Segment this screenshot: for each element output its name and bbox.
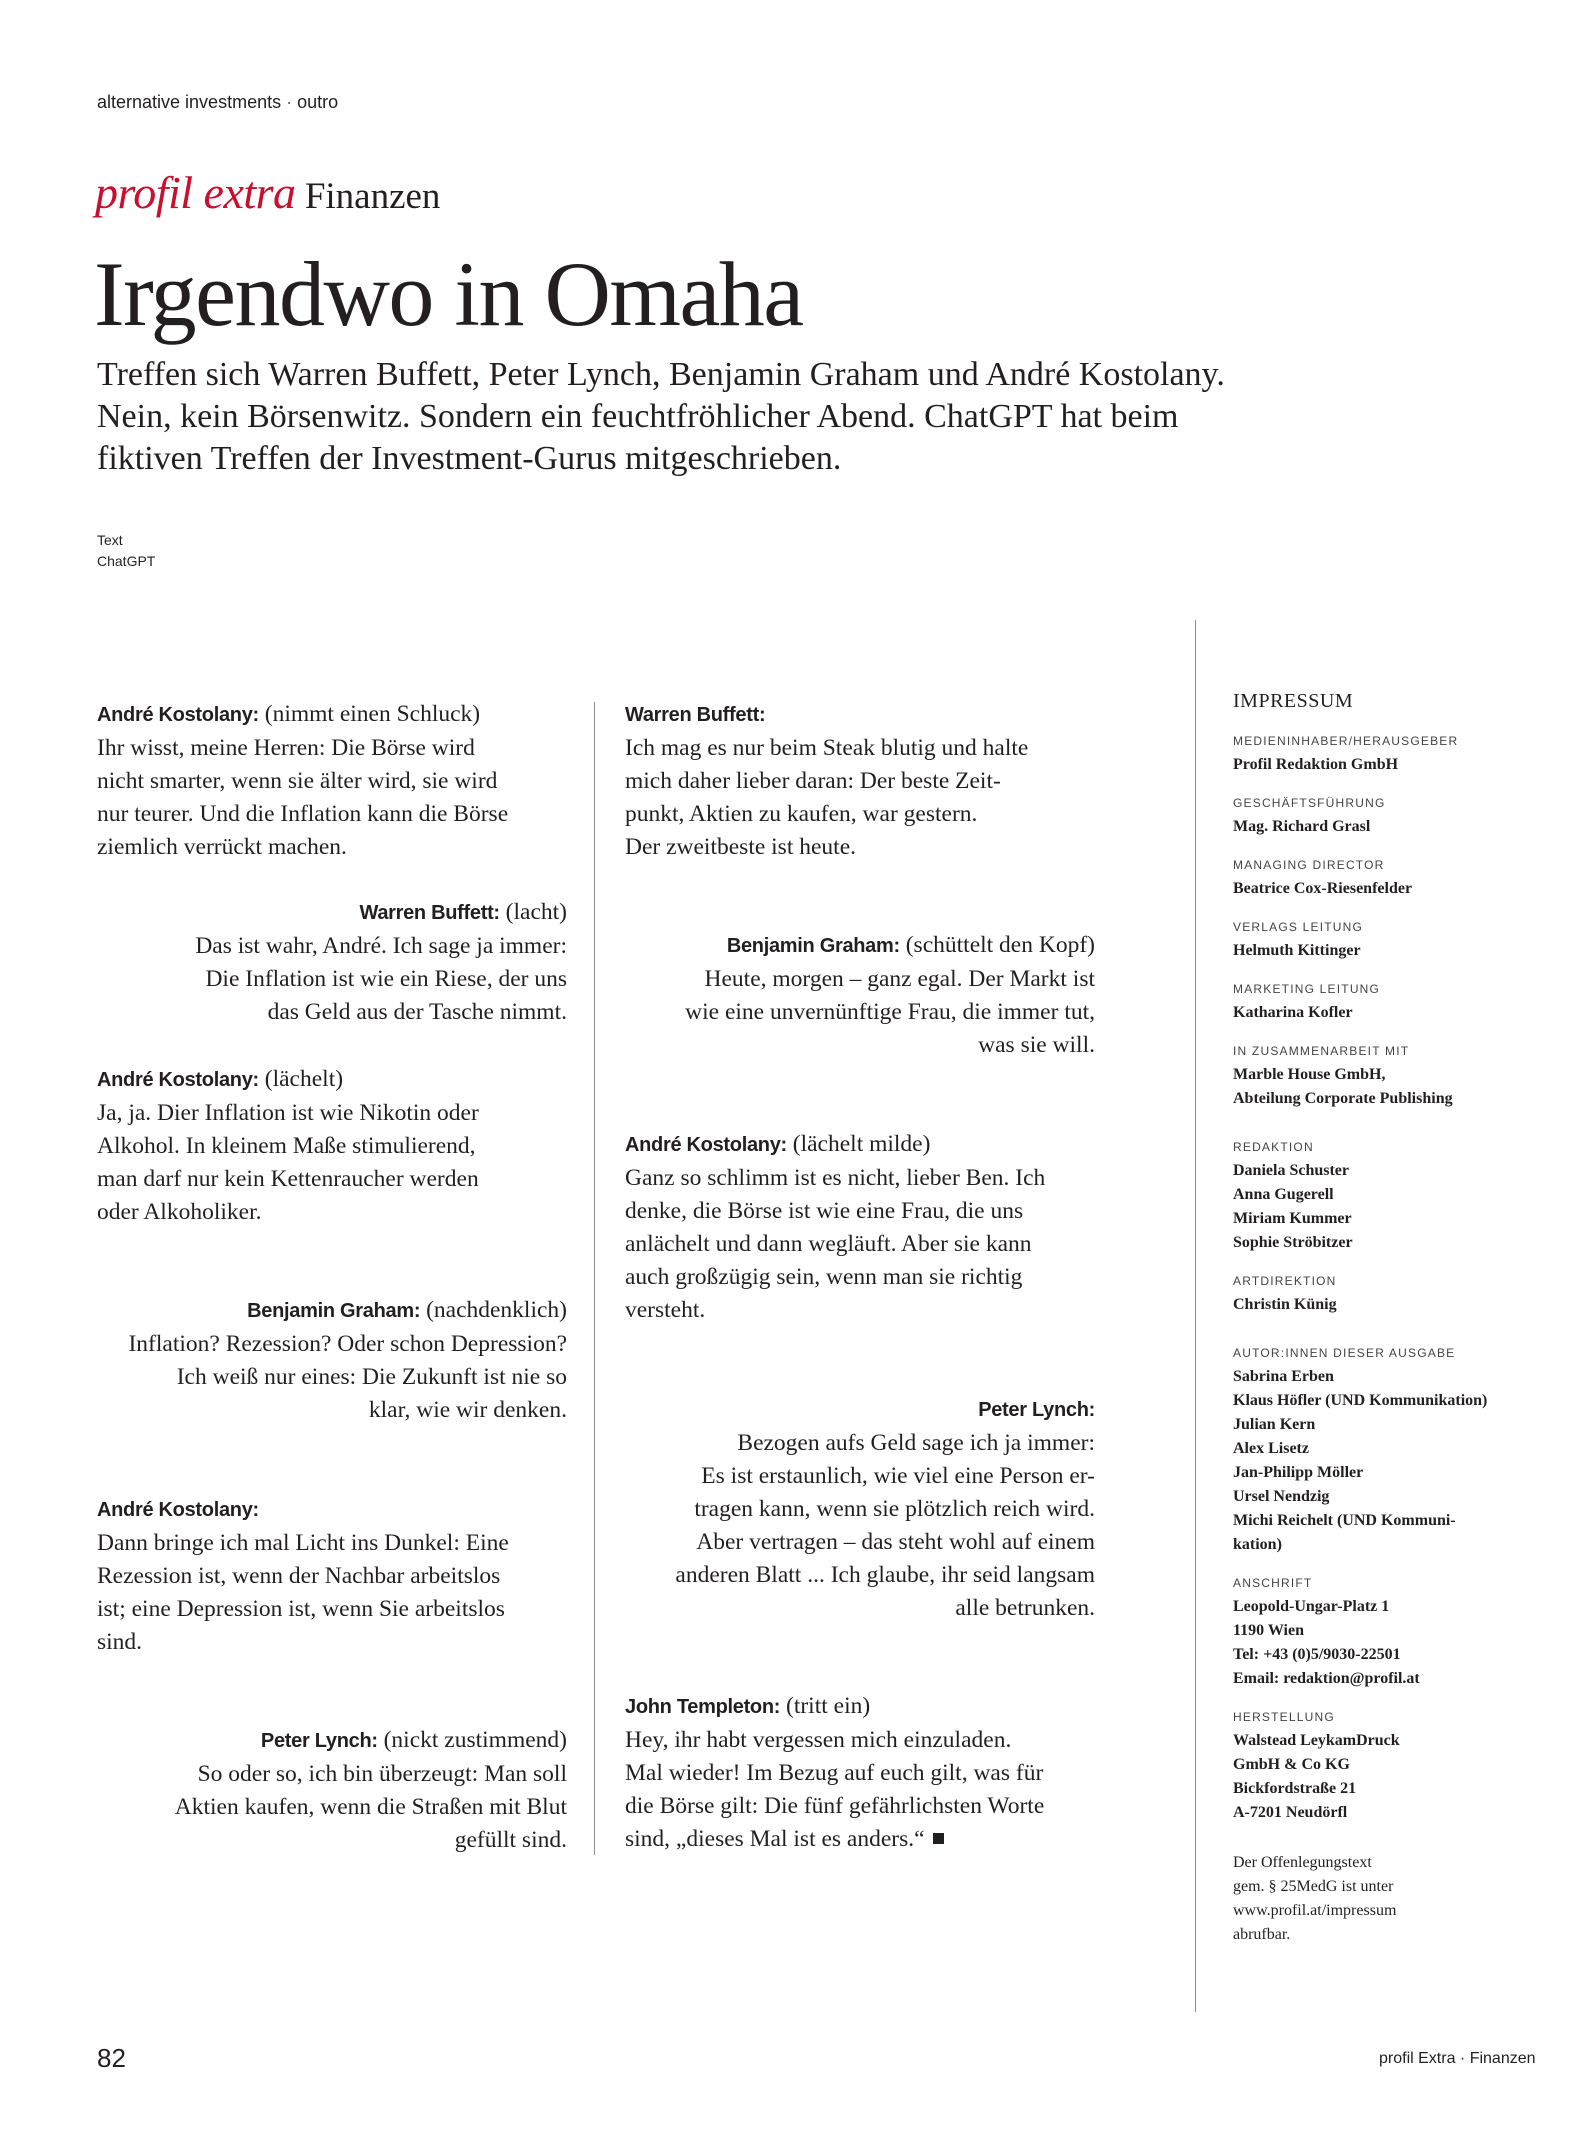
stage-direction: (tritt ein) [780, 1693, 871, 1719]
byline-author: ChatGPT [97, 553, 156, 569]
impressum-block: MARKETING LEITUNG Katharina Kofler [1233, 982, 1381, 1021]
impressum-block: ARTDIREKTION Christin Künig [1233, 1274, 1337, 1313]
quote-block: Peter Lynch: Bezogen aufs Geld sage ich ja immer: Es ist erstaunlich, wie viel eine Person er- tragen kann, wenn sie plötzlich reich wird. Aber vertragen – das steht wohl auf einem anderen Blatt ... Ich glaube, ihr seid langsam alle betrunken. [675, 1399, 1095, 1621]
impressum-block: VERLAGS LEITUNG Helmuth Kittinger [1233, 920, 1364, 959]
speaker-name: Warren Buffett: [359, 902, 500, 924]
stage-direction: (nimmt einen Schluck) [258, 701, 481, 727]
speaker-name: Warren Buffett: [625, 704, 766, 726]
byline [97, 530, 155, 572]
stage-direction: (nickt zustimmend) [377, 1727, 567, 1753]
deck: Treffen sich Warren Buffett, Peter Lynch, Benjamin Graham und André Kostolany. Nein, kein Börsenwitz. Sondern ein feuchtfröhlicher Abend. ChatGPT hat beim fiktiven Treffen der Investment-Gurus mitgeschrieben. [97, 356, 1225, 477]
quote-block: Warren Buffett: Ich mag es nur beim Steak blutig und halte mich daher lieber daran: Der beste Zeit- punkt, Aktien zu kaufen, war gestern. Der zweitbeste ist heute. [625, 704, 1029, 860]
stage-direction: (lacht) [499, 899, 567, 925]
speaker-name: André Kostolany: [97, 1069, 259, 1091]
quote-block: John Templeton: (tritt ein) Hey, ihr habt vergessen mich einzuladen. Mal wieder! Im Bezug auf euch gilt, was für die Börse gilt: Die fünf gefährlichsten Worte sind, „dieses Mal ist es anders.“ [625, 1693, 1045, 1852]
quote-block: Benjamin Graham: (schüttelt den Kopf) Heute, morgen – ganz egal. Der Markt ist wie eine unvernünftige Frau, die immer tut, was sie will. [685, 932, 1095, 1058]
running-footer: profil Extra · Finanzen [1379, 2050, 1536, 2067]
impressum-block: ANSCHRIFT Leopold-Ungar-Platz 1 1190 Wien Tel: +43 (0)5/9030-22501 Email: redaktion@profil.at [1233, 1576, 1420, 1687]
kicker-brand: profil extra [95, 167, 296, 218]
stage-direction: (lächelt) [258, 1066, 344, 1092]
speaker-name: Peter Lynch: [978, 1399, 1095, 1421]
impressum [1233, 690, 1563, 1947]
stage-direction: (schüttelt den Kopf) [899, 932, 1095, 958]
section-label: alternative investments · outro [97, 92, 339, 112]
quote-block: André Kostolany: (nimmt einen Schluck) Ihr wisst, meine Herren: Die Börse wird nicht smarter, wenn sie älter wird, sie wird nur teurer. Und die Inflation kann die Börse ziemlich verrückt machen. [97, 701, 509, 860]
stage-direction: (nachdenklich) [420, 1297, 567, 1323]
speaker-name: Benjamin Graham: [247, 1300, 421, 1322]
speaker-name: Benjamin Graham: [726, 935, 900, 957]
impressum-block: MANAGING DIRECTOR Beatrice Cox-Riesenfelder [1233, 858, 1413, 897]
headline: Irgendwo in Omaha [94, 243, 803, 345]
impressum-divider [1195, 620, 1196, 2012]
speaker-name: John Templeton: [625, 1696, 781, 1718]
quote-block: André Kostolany: (lächelt milde) Ganz so schlimm ist es nicht, lieber Ben. Ich denke, die Börse ist wie eine Frau, die uns anlächelt und dann wegläuft. Aber sie kann auch großzügig sein, wenn man sie richtig versteht. [625, 1131, 1046, 1323]
speaker-name: Peter Lynch: [260, 1730, 378, 1752]
speaker-name: André Kostolany: [97, 704, 259, 726]
speaker-name: André Kostolany: [97, 1499, 259, 1521]
end-mark-icon [933, 1833, 944, 1844]
byline-label: Text [97, 532, 123, 548]
impressum-title: IMPRESSUM [1233, 690, 1354, 712]
speaker-name: André Kostolany: [625, 1134, 787, 1156]
disclosure-note: Der Offenlegungstext gem. § 25MedG ist unter www.profil.at/impressum abrufbar. [1233, 1854, 1397, 1943]
stage-direction: (lächelt milde) [786, 1131, 931, 1157]
quote-block: Warren Buffett: (lacht) Das ist wahr, André. Ich sage ja immer: Die Inflation ist wie ein Riese, der uns das Geld aus der Tasche nimmt. [195, 899, 567, 1025]
impressum-block: AUTOR:INNEN DIESER AUSGABE Sabrina Erben Klaus Höfler (UND Kommunikation) Julian Kern Alex Lisetz Jan-Philipp Möller Ursel Nendzig Michi Reichelt (UND Kommuni- kation) [1233, 1346, 1488, 1553]
kicker [95, 167, 441, 218]
quote-block: André Kostolany: Dann bringe ich mal Licht ins Dunkel: Eine Rezession ist, wenn der Nachbar arbeitslos ist; eine Depression ist, wenn Sie arbeitslos sind. [97, 1499, 509, 1655]
impressum-block: REDAKTION Daniela Schuster Anna Gugerell Miriam Kummer Sophie Ströbitzer [1233, 1140, 1353, 1251]
impressum-block: IN ZUSAMMENARBEIT MIT Marble House GmbH, Abteilung Corporate Publishing [1233, 1044, 1453, 1107]
impressum-block: MEDIENINHABER/HERAUSGEBER Profil Redaktion GmbH [1233, 734, 1459, 773]
impressum-block: HERSTELLUNG Walstead LeykamDruck GmbH & Co KG Bickfordstraße 21 A-7201 Neudörfl [1233, 1710, 1400, 1821]
quote-block: Peter Lynch: (nickt zustimmend) So oder so, ich bin überzeugt: Man soll Aktien kaufen, wenn die Straßen mit Blut gefüllt sind. [174, 1727, 567, 1853]
kicker-topic: Finanzen [304, 176, 441, 217]
quote-block: Benjamin Graham: (nachdenklich) Inflation? Rezession? Oder schon Depression? Ich weiß nur eines: Die Zukunft ist nie so klar, wie wir denken. [128, 1297, 567, 1423]
page-number: 82 [97, 2043, 126, 2073]
impressum-block: GESCHÄFTSFÜHRUNG Mag. Richard Grasl [1233, 796, 1386, 835]
quote-block: André Kostolany: (lächelt) Ja, ja. Dier Inflation ist wie Nikotin oder Alkohol. In kleinem Maße stimulierend, man darf nur kein Kettenraucher werden oder Alkoholiker. [97, 1066, 479, 1225]
column-divider [594, 702, 595, 1855]
